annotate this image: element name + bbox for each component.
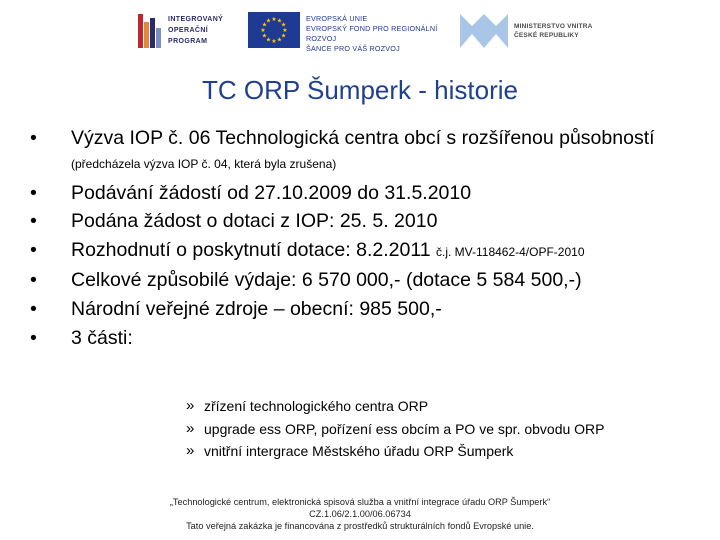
eu-logo-line: ŠANCE PRO VÁŠ ROZVOJ bbox=[306, 44, 400, 53]
bullet-note: (předcházela výzva IOP č. 04, která byla zrušena) bbox=[71, 157, 337, 171]
bullet-text: Celkové způsobilé výdaje: 6 570 000,- (dotace 5 584 500,-) bbox=[71, 269, 582, 292]
list-item bbox=[30, 268, 710, 292]
bullet-text: Rozhodnutí o poskytnutí dotace: 8.2.2011 bbox=[71, 238, 431, 261]
star-icon: ★ bbox=[261, 33, 268, 40]
mv-logo-line: MINISTERSTVO VNITRA bbox=[514, 23, 593, 30]
bullet-icon: • bbox=[30, 127, 37, 149]
footer-funding-note: Tato veřejná zakázka je financována z prostředků strukturálních fondů Evropské unie. bbox=[186, 521, 534, 531]
star-icon: ★ bbox=[282, 28, 288, 34]
iop-logo-line: OPERAČNÍ bbox=[168, 27, 209, 34]
bullet-text: 3 části: bbox=[71, 326, 133, 349]
bullet-icon: • bbox=[30, 269, 37, 292]
iop-bars-icon bbox=[138, 14, 162, 48]
footer-project-name: „Technologické centrum, elektronická spisová služba a vnitřní integrace úřadu ORP Šumperk“ bbox=[169, 497, 551, 507]
page-title: TC ORP Šumperk - historie bbox=[202, 75, 518, 105]
list-item bbox=[30, 209, 710, 233]
iop-logo bbox=[138, 12, 238, 50]
ministry-mark-icon bbox=[460, 12, 508, 48]
mv-logo-line: ČESKÉ REPUBLIKY bbox=[514, 32, 579, 39]
bullet-icon: • bbox=[30, 297, 37, 320]
bullet-text: Podána žádost o dotaci z IOP: 25. 5. 2010 bbox=[71, 210, 438, 233]
star-icon: ★ bbox=[271, 39, 277, 45]
sub-list bbox=[186, 398, 605, 466]
iop-logo-line: INTEGROVANÝ bbox=[168, 16, 224, 23]
list-item bbox=[30, 238, 710, 264]
eu-logo-line: EVROPSKÝ FOND PRO REGIONÁLNÍ ROZVOJ bbox=[306, 24, 438, 43]
footer-project-code: CZ.1.06/2.1.00/06.06734 bbox=[309, 509, 411, 519]
bullet-text: Výzva IOP č. 06 Technologická centra obcí s rozšířenou působností bbox=[71, 127, 655, 149]
star-icon: ★ bbox=[260, 28, 266, 34]
bullet-text: Národní veřejné zdroje – obecní: 985 500,- bbox=[71, 297, 442, 320]
chevron-right-icon: » bbox=[186, 419, 195, 437]
list-item bbox=[30, 297, 710, 321]
logo-strip bbox=[0, 0, 720, 62]
star-icon: ★ bbox=[276, 37, 283, 44]
bullet-text: Podávání žádostí od 27.10.2009 do 31.5.2010 bbox=[71, 181, 472, 204]
sub-item-text: upgrade ess ORP, pořízení ess obcím a PO ve spr. obvodu ORP bbox=[204, 420, 605, 437]
sub-item bbox=[186, 398, 605, 415]
bullet-icon: • bbox=[30, 326, 37, 349]
bullet-note: č.j. MV-118462-4/OPF-2010 bbox=[435, 244, 585, 259]
eu-logo-line: EVROPSKÁ UNIE bbox=[306, 14, 368, 23]
star-icon: ★ bbox=[280, 33, 287, 40]
sub-item bbox=[186, 443, 605, 460]
bullet-icon: • bbox=[30, 210, 37, 233]
eu-flag-icon bbox=[248, 12, 300, 48]
sub-item bbox=[186, 421, 605, 438]
star-icon: ★ bbox=[261, 22, 268, 29]
sub-item-text: vnitřní intergrace Městského úřadu ORP Šumperk bbox=[204, 443, 514, 459]
list-item bbox=[30, 326, 710, 350]
list-item bbox=[30, 126, 710, 176]
eu-logo bbox=[248, 12, 458, 53]
chevron-right-icon: » bbox=[186, 442, 195, 459]
list-item bbox=[30, 181, 710, 205]
sub-item-text: zřízení technologického centra ORP bbox=[204, 398, 429, 414]
chevron-right-icon: » bbox=[186, 397, 195, 414]
star-icon: ★ bbox=[271, 17, 277, 23]
mv-logo bbox=[460, 12, 620, 50]
bullet-icon: • bbox=[30, 238, 37, 261]
star-icon: ★ bbox=[276, 18, 283, 25]
bullet-icon: • bbox=[30, 181, 37, 204]
star-icon: ★ bbox=[265, 37, 272, 44]
star-icon: ★ bbox=[265, 18, 272, 25]
bullet-list bbox=[30, 126, 710, 354]
footer bbox=[0, 496, 720, 532]
star-icon: ★ bbox=[280, 22, 287, 29]
iop-logo-line: PROGRAM bbox=[168, 38, 208, 45]
